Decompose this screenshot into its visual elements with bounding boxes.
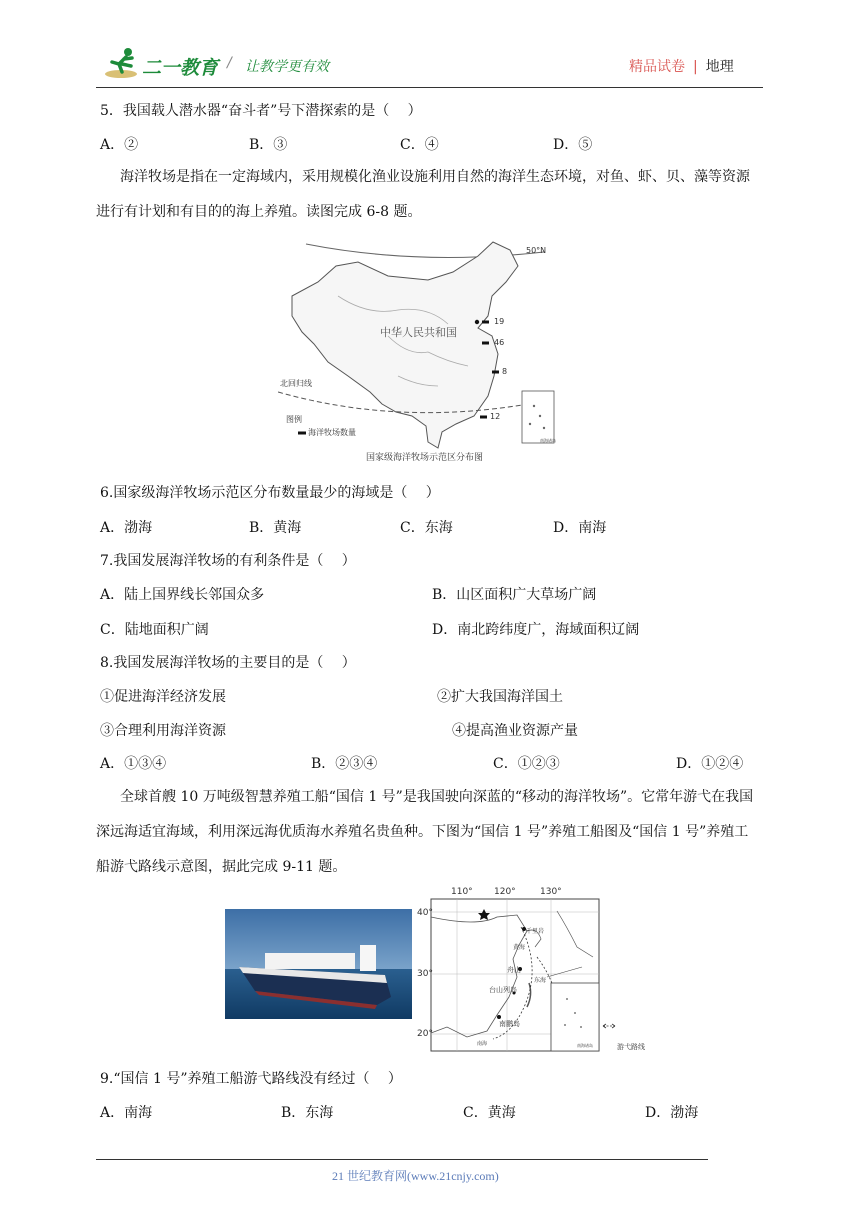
header-logo <box>104 46 244 82</box>
map2-place: 舟山 <box>507 966 521 974</box>
q5-stem: 5．我国载人潜水器“奋斗者”号下潜探索的是（ ） <box>100 103 422 119</box>
runner-logo-icon <box>104 46 140 80</box>
map2-lat-label: 30° <box>417 969 433 979</box>
q8-item: ①促进海洋经济发展 <box>100 689 226 705</box>
map-1 <box>278 236 558 466</box>
map1-tropic-label: 北回归线 <box>280 379 312 388</box>
passage-1: 海洋牧场是指在一定海域内，采用规模化渔业设施利用自然的海洋生态环境，对鱼、虾、贝、藻等资源进行有计划和有目的的海上养殖。读图完成 6-8 题。 <box>96 169 750 220</box>
q9-option-a: A．南海 <box>100 1105 153 1121</box>
q8-stem: 8.我国发展海洋牧场的主要目的是（ ） <box>100 655 356 671</box>
route-map <box>417 887 653 1053</box>
q7-option-b: B．山区面积广大草场广阔 <box>432 587 597 603</box>
header-rule <box>96 87 763 88</box>
map2-place: 千里岩 <box>526 928 545 935</box>
q8-option-c: C．①②③ <box>493 756 560 772</box>
map2-place: 黄海 <box>513 944 526 951</box>
map1-count: 46 <box>494 338 505 347</box>
map1-lat-label: 50°N <box>526 246 547 255</box>
q9-stem: 9.“国信 1 号”养殖工船游弋路线没有经过（ ） <box>100 1071 402 1087</box>
map2-inset-label: 南海诸岛 <box>577 1043 593 1048</box>
map2-place: 南鹏岛 <box>499 1020 520 1028</box>
map2-lon-label: 120° <box>494 887 516 897</box>
map1-legend-title: 图例 <box>286 415 302 424</box>
header-subject: 地理 <box>705 59 734 75</box>
map2-lon-label: 110° <box>451 887 473 897</box>
q9-option-c: C．黄海 <box>463 1105 516 1121</box>
q8-item: ②扩大我国海洋国土 <box>437 689 563 705</box>
q6-stem: 6.国家级海洋牧场示范区分布数量最少的海域是（ ） <box>100 485 440 501</box>
header-tag: 精品试卷 <box>629 59 685 75</box>
q8-option-a: A．①③④ <box>100 756 167 772</box>
map1-caption: 国家级海洋牧场示范区分布图 <box>366 453 484 463</box>
q6-option-a: A．渤海 <box>100 520 153 536</box>
map2-lat-label: 40° <box>417 908 433 918</box>
map-2 <box>417 887 653 1053</box>
map2-lon-label: 130° <box>540 887 562 897</box>
q9-option-d: D．渤海 <box>645 1105 699 1121</box>
q5-option-b: B．③ <box>249 137 288 153</box>
q8-item: ③合理利用海洋资源 <box>100 723 226 739</box>
q8-option-d: D．①②④ <box>676 756 744 772</box>
q7-option-c: C．陆地面积广阔 <box>100 622 209 638</box>
map2-place: 南海 <box>477 1041 488 1047</box>
q7-option-d: D．南北跨纬度广，海域面积辽阔 <box>432 622 640 638</box>
passage-2: 全球首艘 10 万吨级智慧养殖工船“国信 1 号”是我国驶向深蓝的“移动的海洋牧场”。它常年游弋在我国深远海适宜海域，利用深远海优质海水养殖名贵鱼种。下图为“国信 1 号”养殖工船图及“国信 1 号”养殖工船游弋路线示意图，据此完成 9-11 题。 <box>96 789 754 875</box>
q9-option-b: B．东海 <box>281 1105 334 1121</box>
map2-legend-item: 游弋路线 <box>617 1043 645 1051</box>
footer-link[interactable]: 21 世纪教育网(www.21cnjy.com) <box>332 1169 499 1183</box>
map1-count: 12 <box>490 412 501 421</box>
header-separator: | <box>693 59 698 75</box>
q7-option-a: A．陆上国界线长邻国众多 <box>100 587 265 603</box>
q6-option-c: C．东海 <box>400 520 453 536</box>
q6-option-d: D．南海 <box>553 520 607 536</box>
q5-option-d: D．⑤ <box>553 137 593 153</box>
map2-lat-label: 20° <box>417 1029 433 1039</box>
q8-item: ④提高渔业资源产量 <box>452 723 578 739</box>
map1-count: 19 <box>494 317 505 326</box>
map1-legend-item: 海洋牧场数量 <box>308 428 356 437</box>
map2-place: 台山列岛 <box>489 986 517 994</box>
logo-text: 二一教育 <box>142 57 219 79</box>
q7-stem: 7.我国发展海洋牧场的有利条件是（ ） <box>100 553 356 569</box>
header-slogan: 让教学更有效 <box>245 59 329 75</box>
header-right <box>629 56 734 76</box>
header-divider: / <box>227 55 232 71</box>
q5-option-a: A．② <box>100 137 139 153</box>
map1-country-label: 中华人民共和国 <box>380 326 457 339</box>
map2-place: 东海 <box>534 977 547 984</box>
ship-photo <box>225 909 412 1019</box>
q5-option-c: C．④ <box>400 137 439 153</box>
q6-option-b: B．黄海 <box>249 520 302 536</box>
ship-image <box>225 909 412 1019</box>
q8-option-b: B．②③④ <box>311 756 378 772</box>
footer-rule <box>96 1159 708 1160</box>
map1-count: 8 <box>502 367 508 376</box>
map1-inset-label: 南海诸岛 <box>540 438 556 443</box>
